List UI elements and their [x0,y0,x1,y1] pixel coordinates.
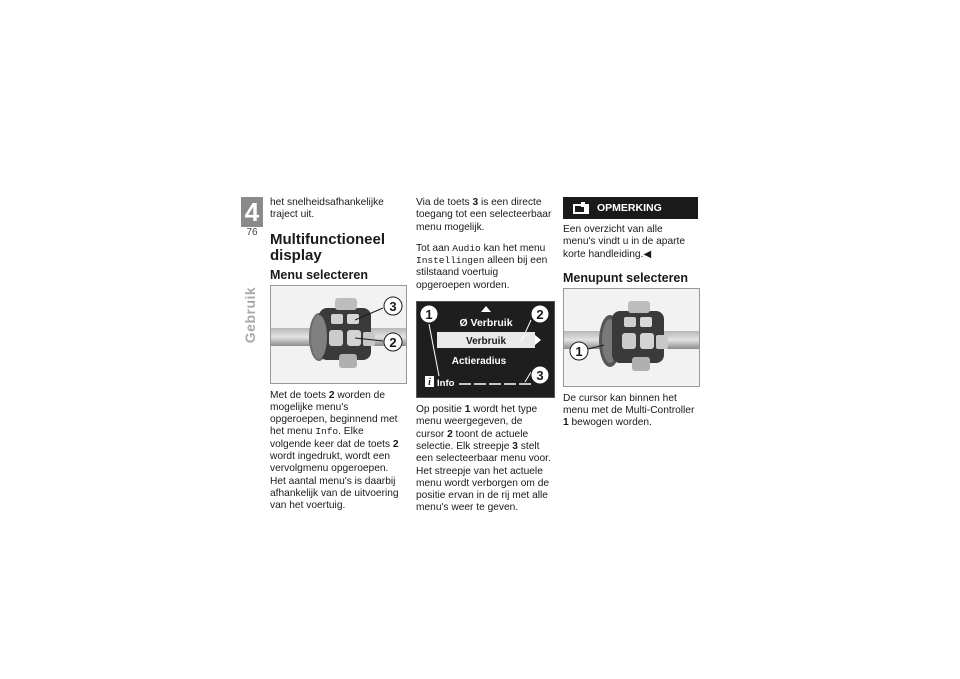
column-2 [416,197,553,515]
display-footer-info: Info [437,378,455,390]
multi-controller-illustration [564,289,699,386]
note-hand-icon [573,202,589,214]
chapter-number: 4 [241,197,263,227]
subheading-menupunt-selecteren: Menupunt selecteren [563,270,689,285]
end-mark: ◀ [643,248,652,260]
column-3 [563,197,698,430]
handlebar-switch-illustration [271,286,406,383]
display-row-verbruik: Verbruik [465,336,507,348]
note-header [563,197,698,219]
section-label: Gebruik [242,286,258,344]
para-toets-3: Via de toets 3 is een directe toegang tot een selecteerbaar menu mogelijk. [416,197,552,233]
display-callout-2: 2 [536,307,544,323]
column-1 [270,197,405,513]
display-illustration [417,302,554,397]
figure-callout-3: 3 [389,298,397,314]
body-menu-selecteren: Met de toets 2 worden de mogelijke menu's opgeroepen, beginnend met het menu Info. Elke volgende keer dat de toets 2 wordt ingedrukt, wordt een vervolgmenu opgeroepen. Het aantal menu's is daarbij afhankelijk van de uitvoering van het voertuig. [270,389,399,512]
display-figure [416,301,555,398]
intro-text: het snelheidsafhankelijke traject uit. [270,197,384,221]
figure-callout-2: 2 [389,334,397,350]
page-number: 76 [246,227,258,238]
handlebar-figure-1 [270,285,407,384]
para-audio-instellingen: Tot aan Audio kan het menu Instellingen alleen bij een stilstaand voertuig opgeroepen worden. [416,242,548,291]
display-row-avg-verbruik: Ø Verbruik [459,317,513,330]
para-display-uitleg: Op positie 1 wordt het type menu weergegeven, de cursor 2 toont de actuele selectie. Elk streepje 3 stelt een selecteerbaar menu voor. Het streepje van het actuele menu wordt verborgen om de positie ervan in de rij met alle menu's weer te geven. [416,404,551,514]
body-menupunt-selecteren: De cursor kan binnen het menu met de Multi-Controller 1 bewogen worden. [563,392,695,429]
subheading-menu-selecteren: Menu selecteren [270,267,368,282]
figure-callout-1: 1 [575,343,583,359]
handlebar-figure-2 [563,288,700,387]
section-heading: Multifunctioneel display [270,230,385,264]
svg-text:i: i [428,377,431,389]
display-row-actieradius: Actieradius [451,356,507,368]
note-text: Een overzicht van alle menu's vindt u in de aparte korte handleiding.◀ [563,224,686,260]
note-title: OPMERKING [597,202,662,214]
display-callout-3: 3 [536,368,544,384]
display-callout-1: 1 [425,307,433,323]
